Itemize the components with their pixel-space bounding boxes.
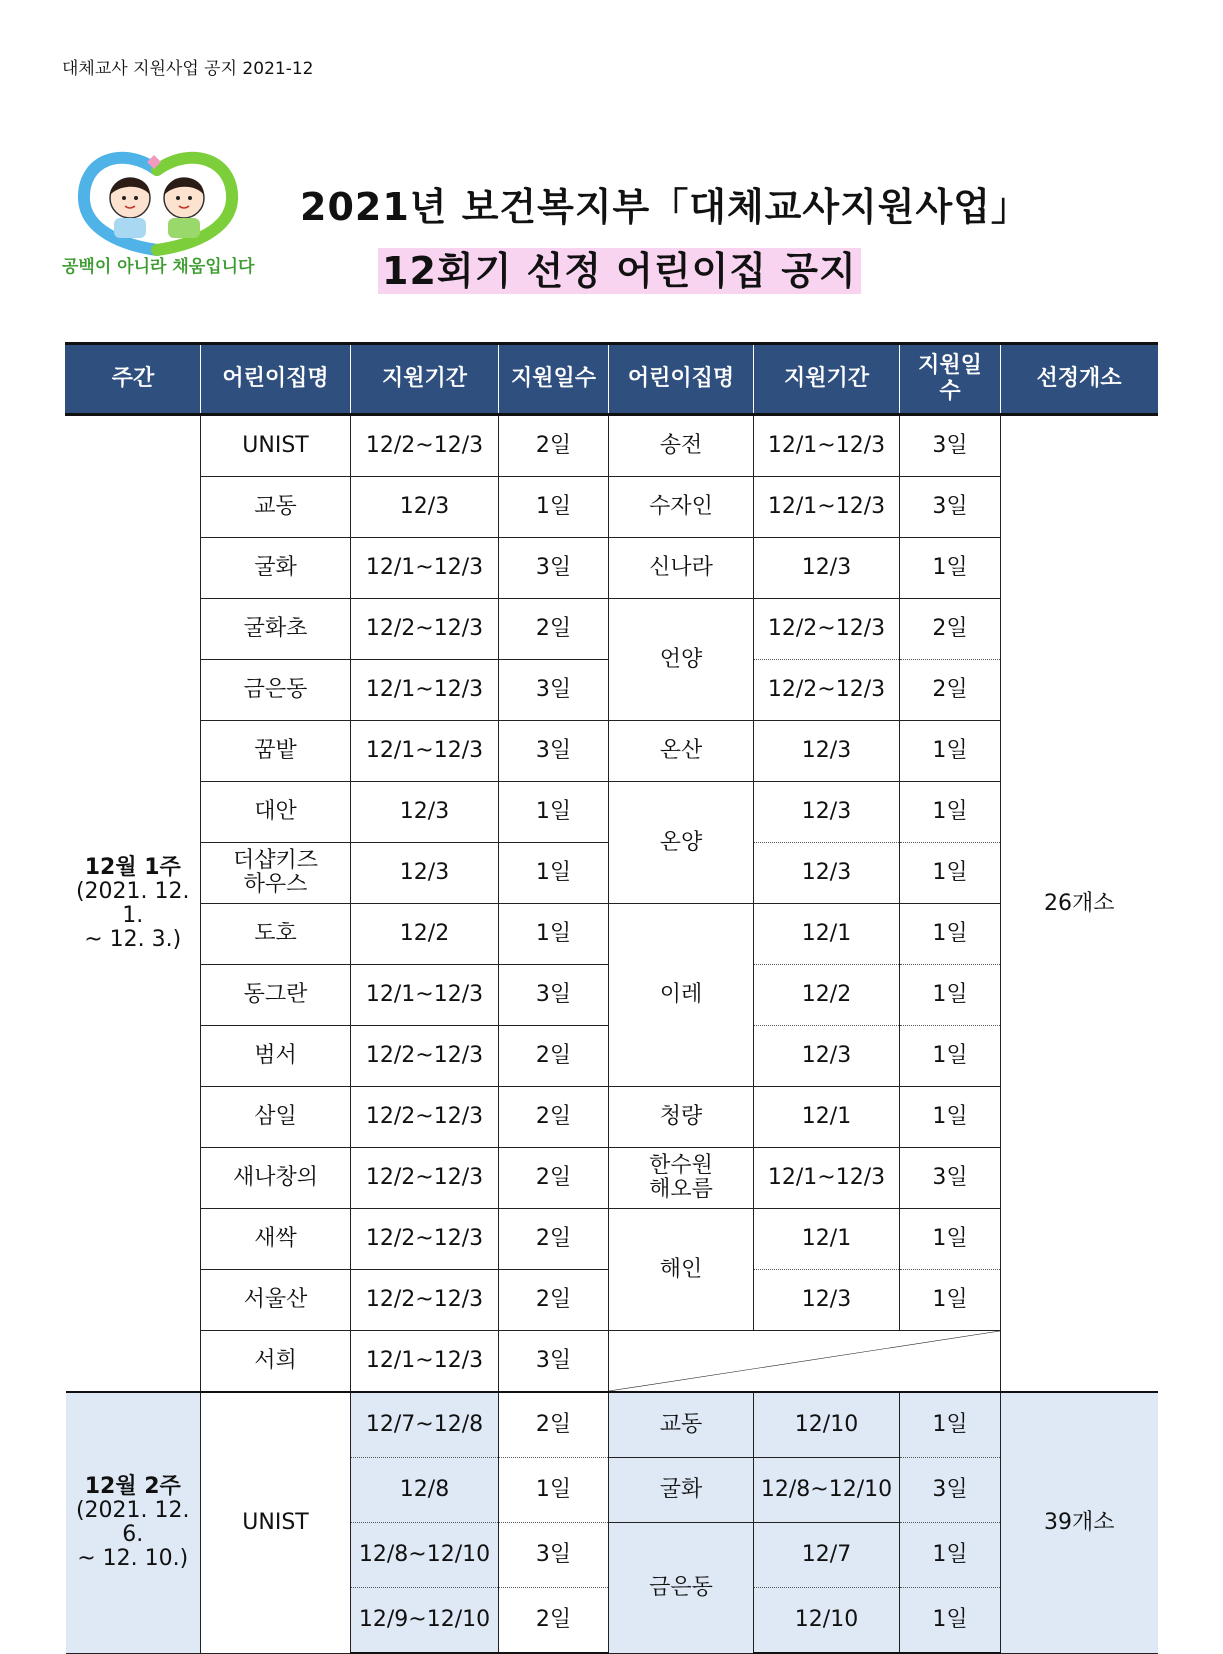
support-days: 2일 — [499, 1270, 609, 1331]
table-row — [66, 1392, 1158, 1458]
col-header-center-name: 어린이집명 — [201, 344, 351, 415]
center-name: 삼일 — [201, 1087, 351, 1148]
table-row — [66, 1331, 1158, 1393]
center-name: 온양 — [609, 782, 754, 904]
support-days: 1일 — [900, 721, 1001, 782]
center-name: 도호 — [201, 904, 351, 965]
support-period: 12/2~12/3 — [754, 660, 900, 721]
support-period: 12/3 — [351, 477, 499, 538]
page-subtitle: 12회기 선정 어린이집 공지 — [378, 248, 861, 294]
support-days: 1일 — [499, 843, 609, 904]
support-days: 1일 — [900, 843, 1001, 904]
support-period: 12/10 — [754, 1588, 900, 1654]
week2-label-cell — [66, 1392, 201, 1653]
support-days: 1일 — [499, 782, 609, 843]
selection-table — [65, 342, 1158, 1654]
support-days: 3일 — [900, 1458, 1001, 1523]
support-days: 2일 — [499, 1392, 609, 1458]
support-days: 3일 — [499, 721, 609, 782]
week-range: (2021. 12. 6. — [75, 1497, 190, 1547]
support-days: 1일 — [900, 1087, 1001, 1148]
center-name: 해인 — [609, 1209, 754, 1331]
week-range: ~ 12. 3.) — [84, 926, 182, 952]
support-period: 12/3 — [754, 843, 900, 904]
center-name: 더샵키즈 하우스 — [201, 843, 351, 904]
support-days: 1일 — [900, 1523, 1001, 1588]
page-title: 2021년 보건복지부「대체교사지원사업」 — [300, 185, 1030, 229]
support-period: 12/7~12/8 — [351, 1392, 499, 1458]
support-period: 12/1~12/3 — [351, 660, 499, 721]
col-header-days: 지원일수 — [499, 344, 609, 415]
empty-diagonal-cell — [609, 1331, 1001, 1393]
support-days: 3일 — [499, 965, 609, 1026]
support-period: 12/3 — [754, 1270, 900, 1331]
program-logo — [62, 150, 272, 300]
center-name: 언양 — [609, 599, 754, 721]
center-name: 굴화초 — [201, 599, 351, 660]
support-days: 2일 — [499, 415, 609, 477]
support-days: 2일 — [499, 1209, 609, 1270]
support-days: 1일 — [900, 1392, 1001, 1458]
week-range: ~ 12. 10.) — [77, 1545, 189, 1571]
table-header-row — [66, 344, 1158, 415]
support-period: 12/10 — [754, 1392, 900, 1458]
diagonal-line — [609, 1331, 1000, 1391]
center-name: 송전 — [609, 415, 754, 477]
center-name: 서울산 — [201, 1270, 351, 1331]
support-days: 1일 — [499, 1458, 609, 1523]
support-period: 12/3 — [754, 782, 900, 843]
support-period: 12/2~12/3 — [351, 599, 499, 660]
support-days: 3일 — [900, 1148, 1001, 1209]
center-name: 청량 — [609, 1087, 754, 1148]
logo-heart-icon — [62, 150, 272, 300]
support-period: 12/2~12/3 — [351, 415, 499, 477]
col-header-selected-count: 선정개소 — [1001, 344, 1158, 415]
support-period: 12/1 — [754, 904, 900, 965]
support-period: 12/2~12/3 — [351, 1026, 499, 1087]
support-period: 12/3 — [351, 782, 499, 843]
center-name: 꿈밭 — [201, 721, 351, 782]
center-name: 금은동 — [609, 1523, 754, 1654]
logo-slogan: 공백이 아니라 채움입니다 — [62, 257, 255, 277]
week-label: 12월 2주 — [84, 1473, 181, 1499]
support-period: 12/8~12/10 — [754, 1458, 900, 1523]
center-name: 새나창의 — [201, 1148, 351, 1209]
support-period: 12/8 — [351, 1458, 499, 1523]
support-period: 12/2~12/3 — [351, 1087, 499, 1148]
col-header-period: 지원기간 — [754, 344, 900, 415]
support-period: 12/2~12/3 — [351, 1209, 499, 1270]
center-name: UNIST — [201, 1392, 351, 1653]
table-row — [66, 1209, 1158, 1270]
support-period: 12/1 — [754, 1087, 900, 1148]
center-name: 신나라 — [609, 538, 754, 599]
support-days: 1일 — [900, 1209, 1001, 1270]
support-period: 12/1~12/3 — [351, 965, 499, 1026]
support-days: 1일 — [900, 1026, 1001, 1087]
support-period: 12/1~12/3 — [754, 1148, 900, 1209]
support-period: 12/1~12/3 — [351, 1331, 499, 1393]
table-row — [66, 1087, 1158, 1148]
support-days: 2일 — [900, 660, 1001, 721]
center-name: 교동 — [609, 1392, 754, 1458]
support-days: 3일 — [900, 477, 1001, 538]
center-name: 굴화 — [609, 1458, 754, 1523]
week1-label-cell — [66, 415, 201, 1393]
support-period: 12/7 — [754, 1523, 900, 1588]
week-range: (2021. 12. 1. — [75, 878, 190, 928]
table-row — [66, 1148, 1158, 1209]
support-period: 12/3 — [351, 843, 499, 904]
document-header-note: 대체교사 지원사업 공지 2021-12 — [62, 59, 314, 79]
table-row — [66, 415, 1158, 477]
support-days: 1일 — [900, 904, 1001, 965]
center-name: 대안 — [201, 782, 351, 843]
center-name: 이레 — [609, 904, 754, 1087]
col-header-period: 지원기간 — [351, 344, 499, 415]
center-name: 범서 — [201, 1026, 351, 1087]
support-days: 3일 — [900, 415, 1001, 477]
center-name: 동그란 — [201, 965, 351, 1026]
support-period: 12/2 — [754, 965, 900, 1026]
support-days: 2일 — [499, 1588, 609, 1654]
center-name: UNIST — [201, 415, 351, 477]
support-period: 12/2~12/3 — [351, 1270, 499, 1331]
center-name: 한수원 해오름 — [609, 1148, 754, 1209]
support-days: 3일 — [499, 538, 609, 599]
support-period: 12/2~12/3 — [351, 1148, 499, 1209]
support-period: 12/3 — [754, 1026, 900, 1087]
support-period: 12/2~12/3 — [754, 599, 900, 660]
table-row — [66, 477, 1158, 538]
week1-total: 26개소 — [1001, 415, 1158, 1393]
support-days: 1일 — [900, 1270, 1001, 1331]
week2-total: 39개소 — [1001, 1392, 1158, 1653]
center-name: 수자인 — [609, 477, 754, 538]
support-period: 12/1~12/3 — [351, 721, 499, 782]
support-days: 1일 — [499, 904, 609, 965]
week-label: 12월 1주 — [84, 854, 181, 880]
support-days: 2일 — [900, 599, 1001, 660]
table-row — [66, 904, 1158, 965]
support-period: 12/1~12/3 — [754, 477, 900, 538]
col-header-days: 지원일 수 — [900, 344, 1001, 415]
support-days: 2일 — [499, 1026, 609, 1087]
support-days: 1일 — [900, 1588, 1001, 1654]
center-name: 온산 — [609, 721, 754, 782]
support-days: 1일 — [900, 538, 1001, 599]
support-period: 12/8~12/10 — [351, 1523, 499, 1588]
table-row — [66, 538, 1158, 599]
support-period: 12/3 — [754, 721, 900, 782]
support-period: 12/1~12/3 — [754, 415, 900, 477]
support-period: 12/9~12/10 — [351, 1588, 499, 1654]
center-name: 서희 — [201, 1331, 351, 1393]
support-period: 12/1 — [754, 1209, 900, 1270]
support-days: 3일 — [499, 1523, 609, 1588]
support-period: 12/2 — [351, 904, 499, 965]
col-header-center-name: 어린이집명 — [609, 344, 754, 415]
center-name: 교동 — [201, 477, 351, 538]
support-days: 1일 — [900, 782, 1001, 843]
support-days: 2일 — [499, 1087, 609, 1148]
center-name: 굴화 — [201, 538, 351, 599]
support-days: 3일 — [499, 1331, 609, 1393]
center-name: 금은동 — [201, 660, 351, 721]
support-period: 12/3 — [754, 538, 900, 599]
table-row — [66, 721, 1158, 782]
support-days: 2일 — [499, 599, 609, 660]
table-row — [66, 782, 1158, 843]
support-period: 12/1~12/3 — [351, 538, 499, 599]
support-days: 3일 — [499, 660, 609, 721]
col-header-week: 주간 — [66, 344, 201, 415]
center-name: 새싹 — [201, 1209, 351, 1270]
support-days: 1일 — [499, 477, 609, 538]
table-row — [66, 599, 1158, 660]
support-days: 2일 — [499, 1148, 609, 1209]
support-days: 1일 — [900, 965, 1001, 1026]
